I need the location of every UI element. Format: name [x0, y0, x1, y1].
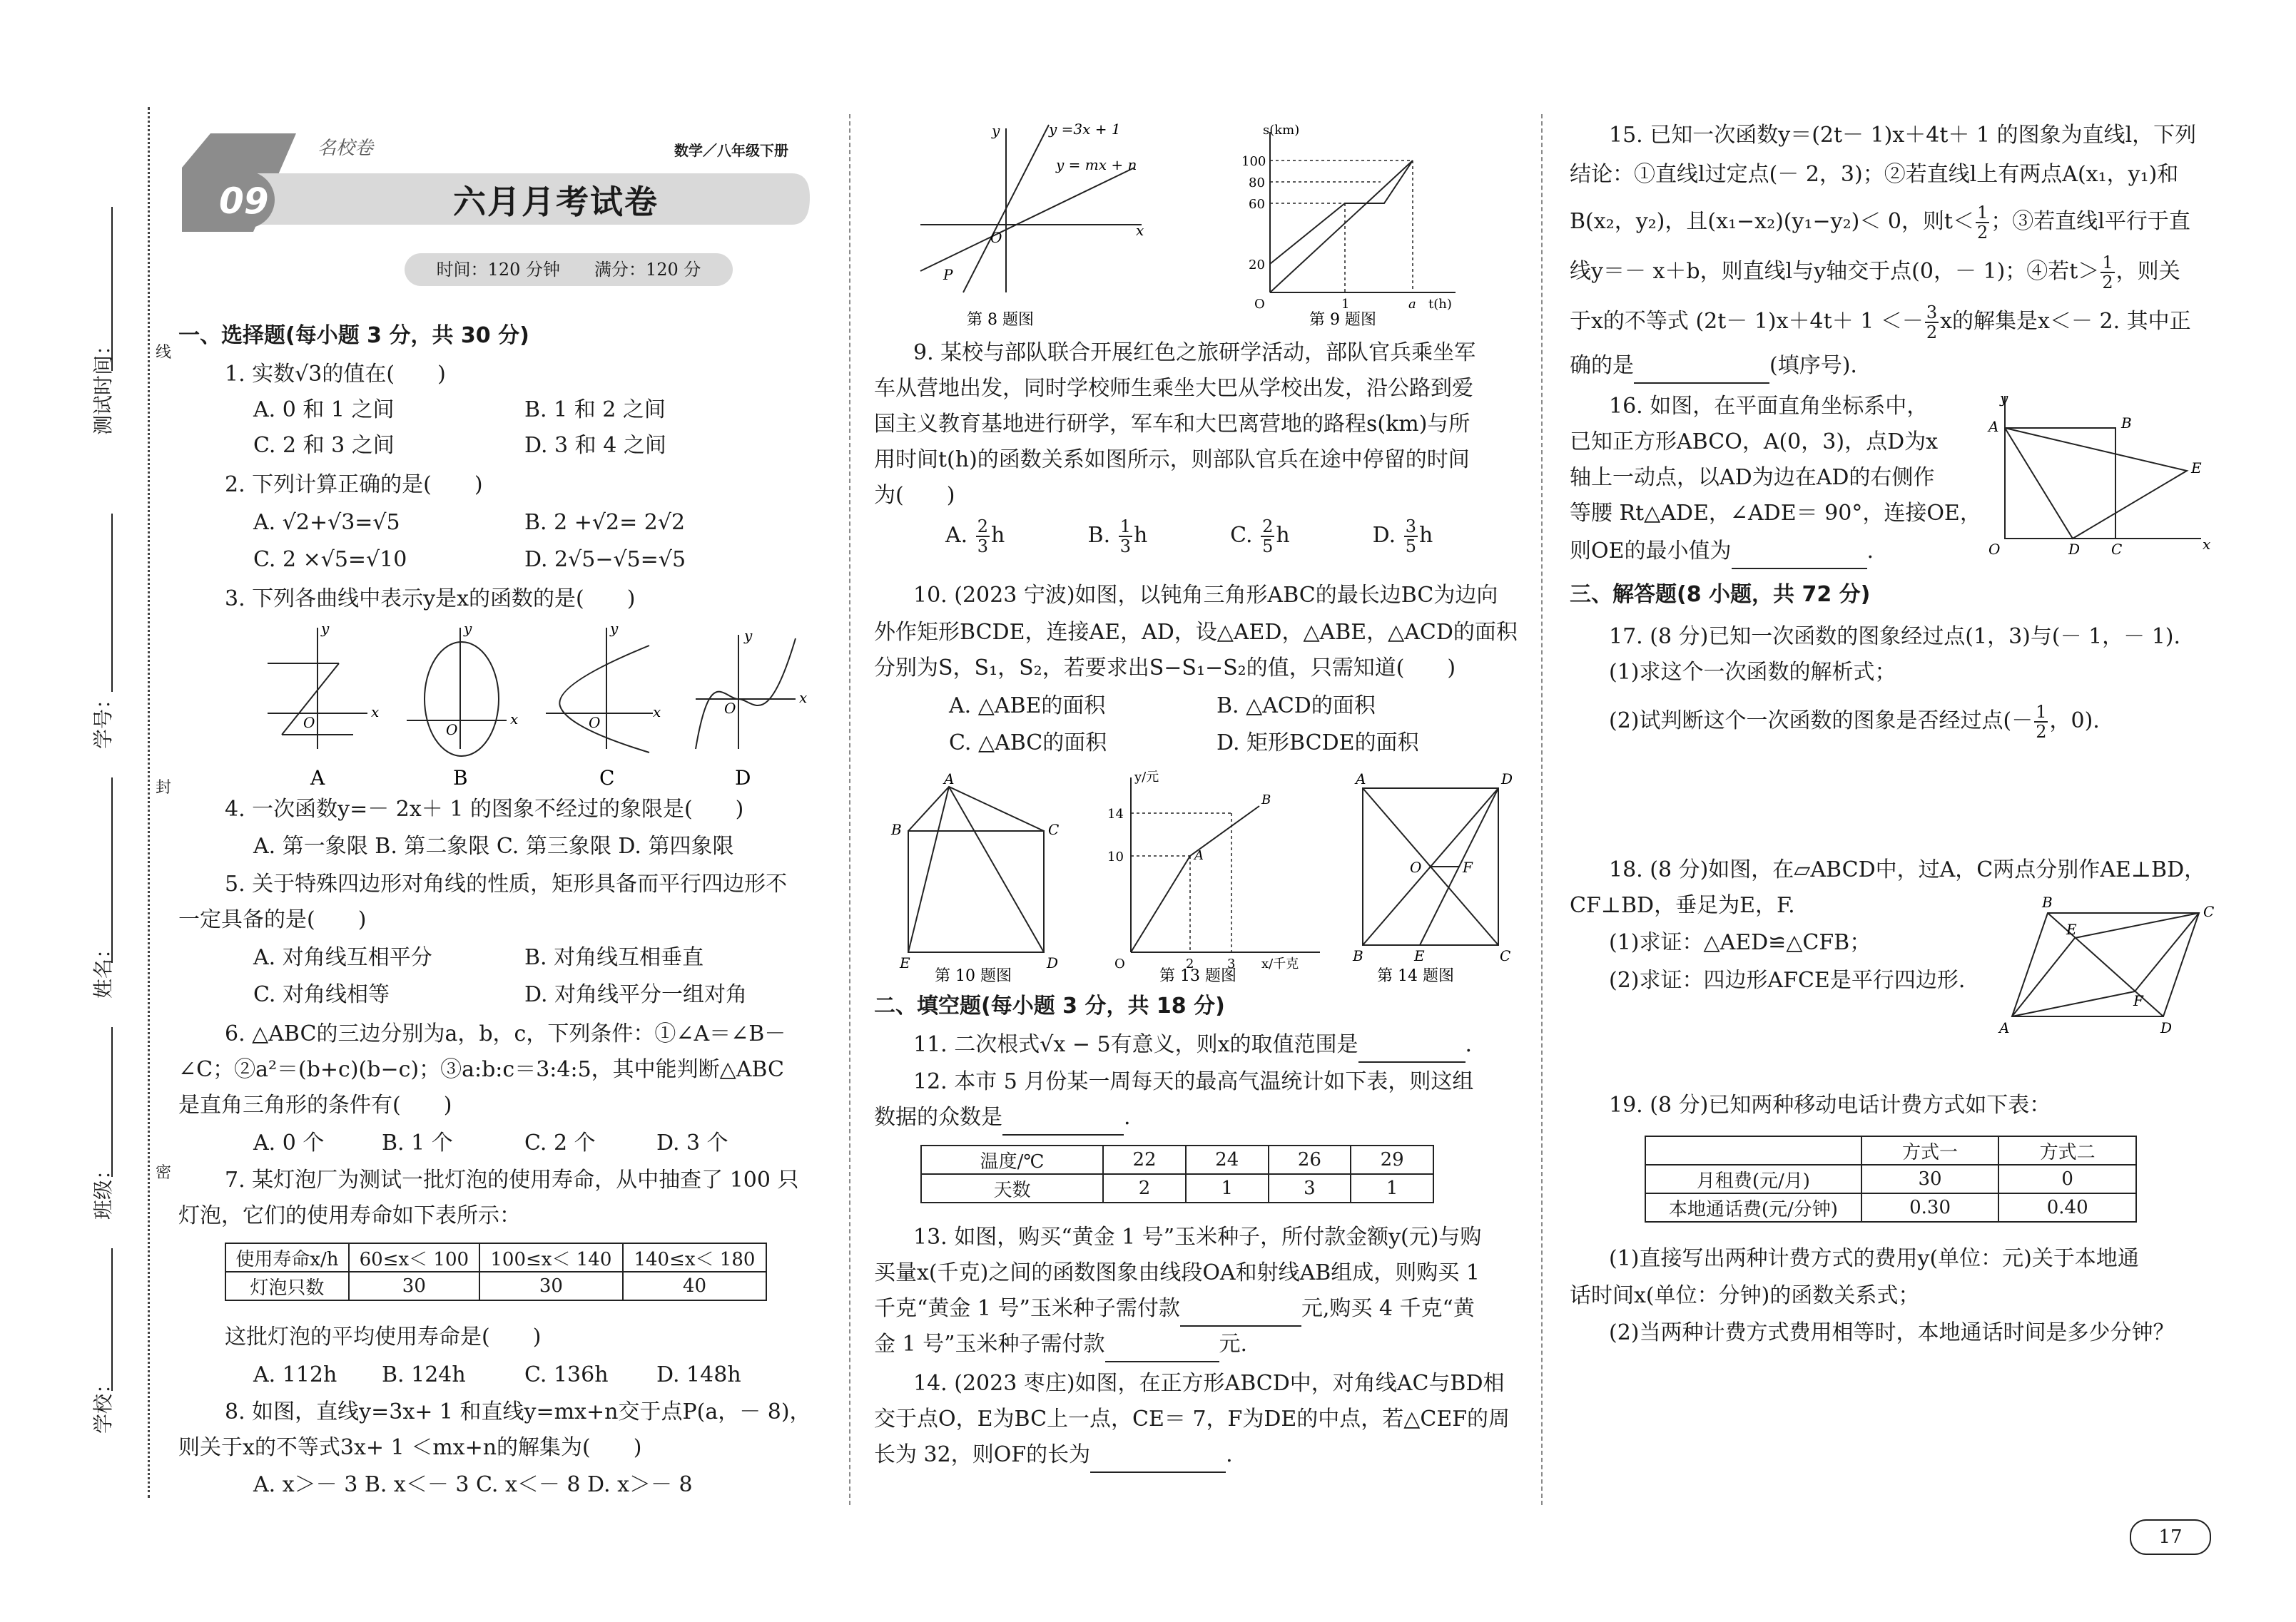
q5-line2: 一定具备的是( ) [178, 907, 367, 932]
fig18-graph [1976, 892, 2215, 1041]
fig10-caption: 第 10 题图 [935, 967, 1012, 985]
q4-stem: 4. 一次函数y=－ 2x＋ 1 的图象不经过的象限是( ) [225, 797, 744, 822]
q7-table [225, 1243, 767, 1301]
school-line [111, 1248, 113, 1391]
svg-text:F: F [1463, 859, 1473, 876]
q19-line1: 19. (8 分)已知两种移动电话计费方式如下表： [1609, 1093, 2051, 1118]
q7-table-cell: 使用寿命x/h [225, 1243, 349, 1272]
binding-line [148, 107, 150, 1498]
q6-line3: 是直角三角形的条件有( ) [178, 1093, 452, 1118]
q10-option-b[interactable]: B. △ACD的面积 [1216, 693, 1376, 718]
q1-option-d[interactable]: D. 3 和 4 之间 [524, 433, 666, 458]
q3-graphs [253, 621, 824, 806]
svg-text:C: C [1048, 821, 1060, 838]
q19-table-cell: 0.40 [1998, 1193, 2136, 1222]
q3-label-c: C [599, 766, 615, 790]
svg-text:O: O [1114, 957, 1125, 971]
class-line [111, 1027, 113, 1177]
q12-table-cell: 温度/℃ [921, 1146, 1103, 1174]
q9-line5: 为( ) [874, 483, 955, 508]
q3-stem: 3. 下列各曲线中表示y是x的函数的是( ) [225, 586, 636, 611]
svg-text:y: y [992, 122, 1000, 139]
svg-text:A: A [1999, 1019, 2010, 1036]
page-number: 17 [2130, 1519, 2211, 1555]
q9-option-d[interactable]: D. $\frac{3}{5}$ h [1372, 516, 1433, 556]
exam-number-badge: 09 [219, 180, 269, 222]
svg-text:1: 1 [1341, 297, 1350, 312]
fig14-graph [1341, 767, 1541, 985]
q13-line1: 13. 如图，购买“黄金 1 号”玉米种子，所付款金额y(元)与购 [913, 1225, 1482, 1250]
q8-options[interactable]: A. x＞－ 3 B. x＜－ 3 C. x＜－ 8 D. x＞－ 8 [253, 1472, 693, 1497]
svg-text:E: E [2066, 921, 2077, 938]
svg-text:F: F [2133, 992, 2143, 1009]
q12-table-cell: 天数 [921, 1174, 1103, 1203]
q14-line3: 长为 32，则OF的长为 . [874, 1437, 1233, 1473]
svg-text:B: B [2042, 894, 2053, 911]
svg-text:O: O [1988, 541, 2001, 558]
svg-text:P: P [943, 266, 953, 283]
q5-option-b[interactable]: B. 对角线互相垂直 [524, 945, 704, 970]
svg-text:O: O [589, 714, 601, 731]
q9-options [945, 517, 1508, 556]
q19-line3: 话时间x(单位：分钟)的函数关系式； [1570, 1283, 1920, 1308]
svg-text:A: A [944, 770, 955, 787]
svg-text:3: 3 [1227, 957, 1236, 971]
q4-options[interactable]: A. 第一象限 B. 第二象限 C. 第三象限 D. 第四象限 [253, 834, 734, 859]
q6-line1: 6. △ABC的三边分别为a，b，c，下列条件：①∠A＝∠B－ [225, 1021, 786, 1046]
q16-answer-blank[interactable] [1732, 542, 1867, 569]
q7-question: 这批灯泡的平均使用寿命是( ) [225, 1325, 542, 1350]
q5-option-d[interactable]: D. 对角线平分一组对角 [524, 982, 748, 1007]
q7-line2: 灯泡，它们的使用寿命如下表所示： [178, 1203, 521, 1228]
q19-table-cell: 月租费(元/月) [1645, 1165, 1861, 1193]
svg-text:2: 2 [1186, 957, 1194, 971]
q19-table-cell: 方式二 [1998, 1136, 2136, 1165]
test-time-label: 测试时间： [91, 335, 115, 435]
q18-line4: (2)求证：四边形AFCE是平行四边形. [1609, 968, 1966, 993]
exam-header [182, 125, 810, 296]
q15-line4: 线y＝－ x＋b，则直线l与y轴交于点(0，－ 1)；④若t＞ $\frac{1}{2}$ ，则关 [1570, 253, 2180, 292]
q6-option-a[interactable]: A. 0 个 [253, 1131, 325, 1156]
q12-line1: 12. 本市 5 月份某一周每天的最高气温统计如下表，则这组 [913, 1069, 1474, 1094]
q12-table-cell: 26 [1269, 1146, 1351, 1174]
q6-option-c[interactable]: C. 2 个 [524, 1131, 596, 1156]
svg-text:80: 80 [1249, 175, 1265, 190]
q10-option-c[interactable]: C. △ABC的面积 [949, 730, 1107, 755]
q13-line3: 千克“黄金 1 号”玉米种子需付款 元,购买 4 千克“黄 [874, 1291, 1475, 1327]
svg-text:A: A [1356, 770, 1366, 787]
fig8-line2-label: y = mx + n [1056, 156, 1137, 173]
q9-line4: 用时间t(h)的函数关系如图所示，则部队官兵在途中停留的时间 [874, 447, 1470, 472]
q13-line4: 金 1 号”玉米种子需付款 元. [874, 1327, 1247, 1362]
svg-text:A: A [1988, 418, 1999, 435]
q7-table-cell: 30 [479, 1272, 623, 1300]
q16-line5: 则OE的最小值为 . [1570, 534, 1874, 569]
svg-text:x/千克: x/千克 [1261, 957, 1299, 971]
q10-option-d[interactable]: D. 矩形BCDE的面积 [1216, 730, 1419, 755]
binding-char-xian: 线 [156, 344, 172, 362]
q15-line3: B(x₂，y₂)，且(x₁−x₂)(y₁−y₂)＜ 0，则t＜ $\frac{1}{2}$ ；③若直线l平行于直 [1570, 203, 2190, 243]
q8-line2: 则关于x的不等式3x+ 1 ＜mx+n的解集为( ) [178, 1435, 642, 1460]
q7-table-cell: 100≤x＜ 140 [479, 1243, 623, 1272]
fig14-caption: 第 14 题图 [1377, 967, 1454, 985]
q3-label-a: A [310, 766, 325, 790]
q9-option-c[interactable]: C. $\frac{2}{5}$ h [1230, 516, 1290, 556]
q9-line1: 9. 某校与部队联合开展红色之旅研学活动，部队官兵乘坐军 [913, 340, 1476, 365]
svg-text:x: x [1136, 222, 1144, 239]
q17-line3: (2)试判断这个一次函数的图象是否经过点(－ $\frac{1}{2}$ ，0). [1609, 702, 2100, 742]
svg-text:B: B [1353, 947, 1363, 964]
q7-option-a[interactable]: A. 112h [253, 1362, 337, 1387]
q6-option-b[interactable]: B. 1 个 [382, 1131, 453, 1156]
q2-stem: 2. 下列计算正确的是( ) [225, 472, 483, 497]
exam-series-label: 名校卷 [318, 138, 374, 159]
q7-table-cell: 灯泡只数 [225, 1272, 349, 1300]
q2-option-b[interactable]: B. 2 +√2= 2√2 [524, 510, 686, 535]
svg-text:y: y [610, 620, 619, 637]
svg-text:20: 20 [1249, 257, 1265, 272]
svg-text:D: D [1047, 954, 1059, 971]
svg-text:E: E [900, 954, 910, 971]
q5-line1: 5. 关于特殊四边形对角线的性质，矩形具备而平行四边形不 [225, 872, 788, 897]
q1-option-b[interactable]: B. 1 和 2 之间 [524, 397, 666, 422]
svg-text:E: E [2191, 459, 2202, 476]
q19-table-cell: 方式一 [1861, 1136, 1999, 1165]
fig8-line1-label: y =3x + 1 [1049, 121, 1121, 138]
q19-table [1645, 1136, 2137, 1223]
q7-table-cell: 60≤x＜ 100 [349, 1243, 479, 1272]
svg-text:y/元: y/元 [1134, 770, 1159, 785]
q2-option-d[interactable]: D. 2√5−√5=√5 [524, 547, 686, 572]
svg-text:C: C [2203, 903, 2215, 920]
q19-table-cell [1645, 1136, 1861, 1165]
svg-text:B: B [891, 821, 902, 838]
section-answer-title: 三、解答题(8 小题，共 72 分) [1570, 582, 1871, 607]
q19-line4: (2)当两种计费方式费用相等时，本地通话时间是多少分钟？ [1609, 1320, 2175, 1345]
q15-line2: 结论：①直线l过定点(－ 2，3)；②若直线l上有两点A(x₁，y₁)和 [1570, 162, 2179, 187]
fig8-graph [906, 121, 1163, 335]
q10-line3: 分别为S，S₁，S₂，若要求出S−S₁−S₂的值，只需知道( ) [874, 656, 1456, 680]
section-choice-title: 一、选择题(每小题 3 分，共 30 分) [178, 323, 529, 348]
q17-line1: 17. (8 分)已知一次函数的图象经过点(1，3)与(－ 1，－ 1). [1609, 624, 2181, 649]
q2-option-a[interactable]: A. √2+√3=√5 [253, 510, 400, 535]
svg-text:x: x [653, 703, 661, 720]
column-separator [849, 114, 850, 1505]
q16-line4: 等腰 Rt△ADE，∠ADE＝ 90°，连接OE， [1570, 501, 1981, 526]
q12-table-cell: 22 [1103, 1146, 1186, 1174]
svg-text:s(km): s(km) [1263, 123, 1300, 138]
time-info: 时间：120 分钟 满分：120 分 [405, 253, 733, 286]
q19-table-cell: 0 [1998, 1165, 2136, 1193]
q9-line3: 国主义教育基地进行研学，军车和大巴离营地的路程s(km)与所 [874, 412, 1470, 437]
svg-text:x: x [799, 689, 808, 706]
svg-text:D: D [2068, 541, 2081, 558]
svg-text:C: C [1500, 947, 1511, 964]
section-fill-title: 二、填空题(每小题 3 分，共 18 分) [874, 994, 1225, 1019]
q18-line1: 18. (8 分)如图，在▱ABCD中，过A，C两点分别作AE⊥BD， [1609, 857, 2206, 882]
q13-answer-blank-2[interactable] [1105, 1335, 1219, 1362]
q15-line1: 15. 已知一次函数y＝(2t－ 1)x＋4t＋ 1 的图象为直线l，下列 [1609, 123, 2197, 148]
svg-text:E: E [1414, 947, 1425, 964]
q8-line1: 8. 如图，直线y=3x+ 1 和直线y=mx+n交于点P(a，－ 8)， [225, 1399, 811, 1424]
q13-line2: 买量x(千克)之间的函数图象由线段OA和射线AB组成，则购买 1 [874, 1260, 1480, 1285]
svg-text:x: x [371, 703, 380, 720]
binding-char-mi: 密 [156, 1164, 172, 1182]
q6-line2: ∠C；②a²＝(b+c)(b−c)；③a:b:c＝3:4:5，其中能判断△ABC [178, 1057, 784, 1082]
svg-text:O: O [303, 714, 315, 731]
svg-text:10: 10 [1107, 850, 1124, 864]
name-line [111, 777, 113, 963]
q12-table-cell: 1 [1351, 1174, 1433, 1203]
svg-text:60: 60 [1249, 197, 1265, 212]
school-label: 学校： [91, 1373, 115, 1434]
fig9-caption: 第 9 题图 [1309, 311, 1376, 329]
q18-line2: CF⊥BD，垂足为E，F. [1570, 893, 1795, 918]
svg-text:B: B [1261, 792, 1271, 807]
q12-table-cell: 2 [1103, 1174, 1186, 1203]
svg-text:100: 100 [1241, 154, 1266, 169]
q13-answer-blank-1[interactable] [1180, 1300, 1301, 1327]
svg-text:A: A [1194, 848, 1204, 863]
fig13-caption: 第 13 题图 [1159, 967, 1236, 985]
q17-line2: (1)求这个一次函数的解析式； [1609, 660, 1896, 685]
q7-line1: 7. 某灯泡厂为测试一批灯泡的使用寿命，从中抽查了 100 只 [225, 1168, 799, 1193]
q1-option-c[interactable]: C. 2 和 3 之间 [253, 433, 395, 458]
svg-text:y: y [2000, 389, 2008, 407]
q10-line1: 10. (2023 宁波)如图，以钝角三角形ABC的最长边BC为边向 [913, 583, 1498, 608]
svg-text:a: a [1408, 297, 1416, 312]
q15-line6: 确的是 (填序号). [1570, 348, 1857, 384]
class-label: 班级： [91, 1159, 115, 1220]
q12-table-cell: 29 [1351, 1146, 1433, 1174]
q7-option-d[interactable]: D. 148h [656, 1362, 741, 1387]
q14-line1: 14. (2023 枣庄)如图，在正方形ABCD中，对角线AC与BD相 [913, 1371, 1505, 1396]
q11: 11. 二次根式√x − 5有意义，则x的取值范围是 . [913, 1027, 1472, 1063]
name-label: 姓名： [91, 938, 115, 999]
q12-table-cell: 3 [1269, 1174, 1351, 1203]
column-separator [1541, 114, 1543, 1505]
q16-line2: 已知正方形ABCO，A(0，3)，点D为x [1570, 429, 1939, 454]
q1-option-a[interactable]: A. 0 和 1 之间 [253, 397, 395, 422]
q11-answer-blank[interactable] [1358, 1036, 1466, 1063]
subject-label: 数学／八年级下册 [674, 142, 788, 159]
q3-label-b: B [453, 766, 468, 790]
q19-table-cell: 30 [1861, 1165, 1999, 1193]
q7-option-c[interactable]: C. 136h [524, 1362, 609, 1387]
student-info-fields [86, 207, 128, 1434]
svg-text:x: x [510, 710, 519, 728]
q12-answer-blank[interactable] [1002, 1108, 1124, 1136]
q7-option-b[interactable]: B. 124h [382, 1362, 466, 1387]
svg-text:D: D [2160, 1019, 2173, 1036]
q6-option-d[interactable]: D. 3 个 [656, 1131, 728, 1156]
test-time-line [111, 207, 113, 371]
svg-text:y: y [464, 620, 472, 637]
svg-text:y: y [321, 620, 330, 637]
q15-line5: 于x的不等式 (2t－ 1)x＋4t＋ 1 ＜－ $\frac{3}{2}$ x的解集是x＜－ 2. 其中正 [1570, 302, 2191, 342]
svg-text:O: O [724, 700, 736, 717]
q5-option-c[interactable]: C. 对角线相等 [253, 982, 390, 1007]
svg-text:t(h): t(h) [1428, 297, 1452, 312]
svg-text:O: O [1254, 297, 1265, 312]
q19-table-cell: 本地通话费(元/分钟) [1645, 1193, 1861, 1222]
q10-option-a[interactable]: A. △ABE的面积 [949, 693, 1106, 718]
q9-option-b[interactable]: B. $\frac{1}{3}$ h [1087, 516, 1148, 556]
q12-line2: 数据的众数是 . [874, 1100, 1131, 1136]
student-id-label: 学号： [91, 688, 115, 749]
fig13-graph [1099, 767, 1334, 985]
student-id-line [111, 514, 113, 692]
svg-text:O: O [1410, 859, 1422, 876]
q2-option-c[interactable]: C. 2 ×√5=√10 [253, 547, 407, 572]
q15-answer-blank[interactable] [1634, 357, 1769, 384]
q7-table-cell: 40 [623, 1272, 766, 1300]
svg-text:O: O [990, 229, 1002, 246]
q12-table-cell: 24 [1186, 1146, 1269, 1174]
q12-table-cell: 1 [1186, 1174, 1269, 1203]
fig8-caption: 第 8 题图 [967, 311, 1034, 329]
svg-text:O: O [446, 721, 458, 738]
page-title: 六月月考试卷 [453, 183, 659, 221]
svg-text:14: 14 [1107, 807, 1124, 822]
fig10-graph [881, 767, 1074, 985]
q18-line3: (1)求证：△AED≌△CFB； [1609, 930, 1871, 955]
q3-label-d: D [735, 766, 751, 790]
q14-line2: 交于点O，E为BC上一点，CE＝ 7，F为DE的中点，若△CEF的周 [874, 1407, 1510, 1432]
q19-line2: (1)直接写出两种计费方式的费用y(单位：元)关于本地通 [1609, 1246, 2139, 1271]
q1-stem: 1. 实数√3的值在( ) [225, 362, 446, 387]
q7-table-cell: 140≤x＜ 180 [623, 1243, 766, 1272]
fig16-graph [1980, 389, 2215, 567]
svg-text:y: y [744, 627, 753, 644]
q5-option-a[interactable]: A. 对角线互相平分 [253, 945, 432, 970]
svg-text:B: B [2121, 414, 2132, 432]
svg-text:C: C [2111, 541, 2123, 558]
binding-char-feng: 封 [156, 779, 172, 797]
q19-table-cell: 0.30 [1861, 1193, 1999, 1222]
q14-answer-blank[interactable] [1090, 1446, 1226, 1473]
q12-table [920, 1145, 1434, 1203]
q16-line1: 16. 如图，在平面直角坐标系中， [1609, 394, 1929, 419]
q7-table-cell: 30 [349, 1272, 479, 1300]
fig9-graph [1241, 121, 1477, 335]
svg-text:D: D [1501, 770, 1513, 787]
q10-line2: 外作矩形BCDE，连接AE，AD，设△AED，△ABE，△ACD的面积 [874, 620, 1518, 645]
q9-option-a[interactable]: A. $\frac{2}{3}$ h [945, 516, 1005, 556]
q9-line2: 车从营地出发，同时学校师生乘坐大巴从学校出发，沿公路到爱 [874, 376, 1473, 401]
svg-text:x: x [2203, 536, 2211, 553]
q16-line3: 轴上一动点，以AD为边在AD的右侧作 [1570, 465, 1935, 490]
